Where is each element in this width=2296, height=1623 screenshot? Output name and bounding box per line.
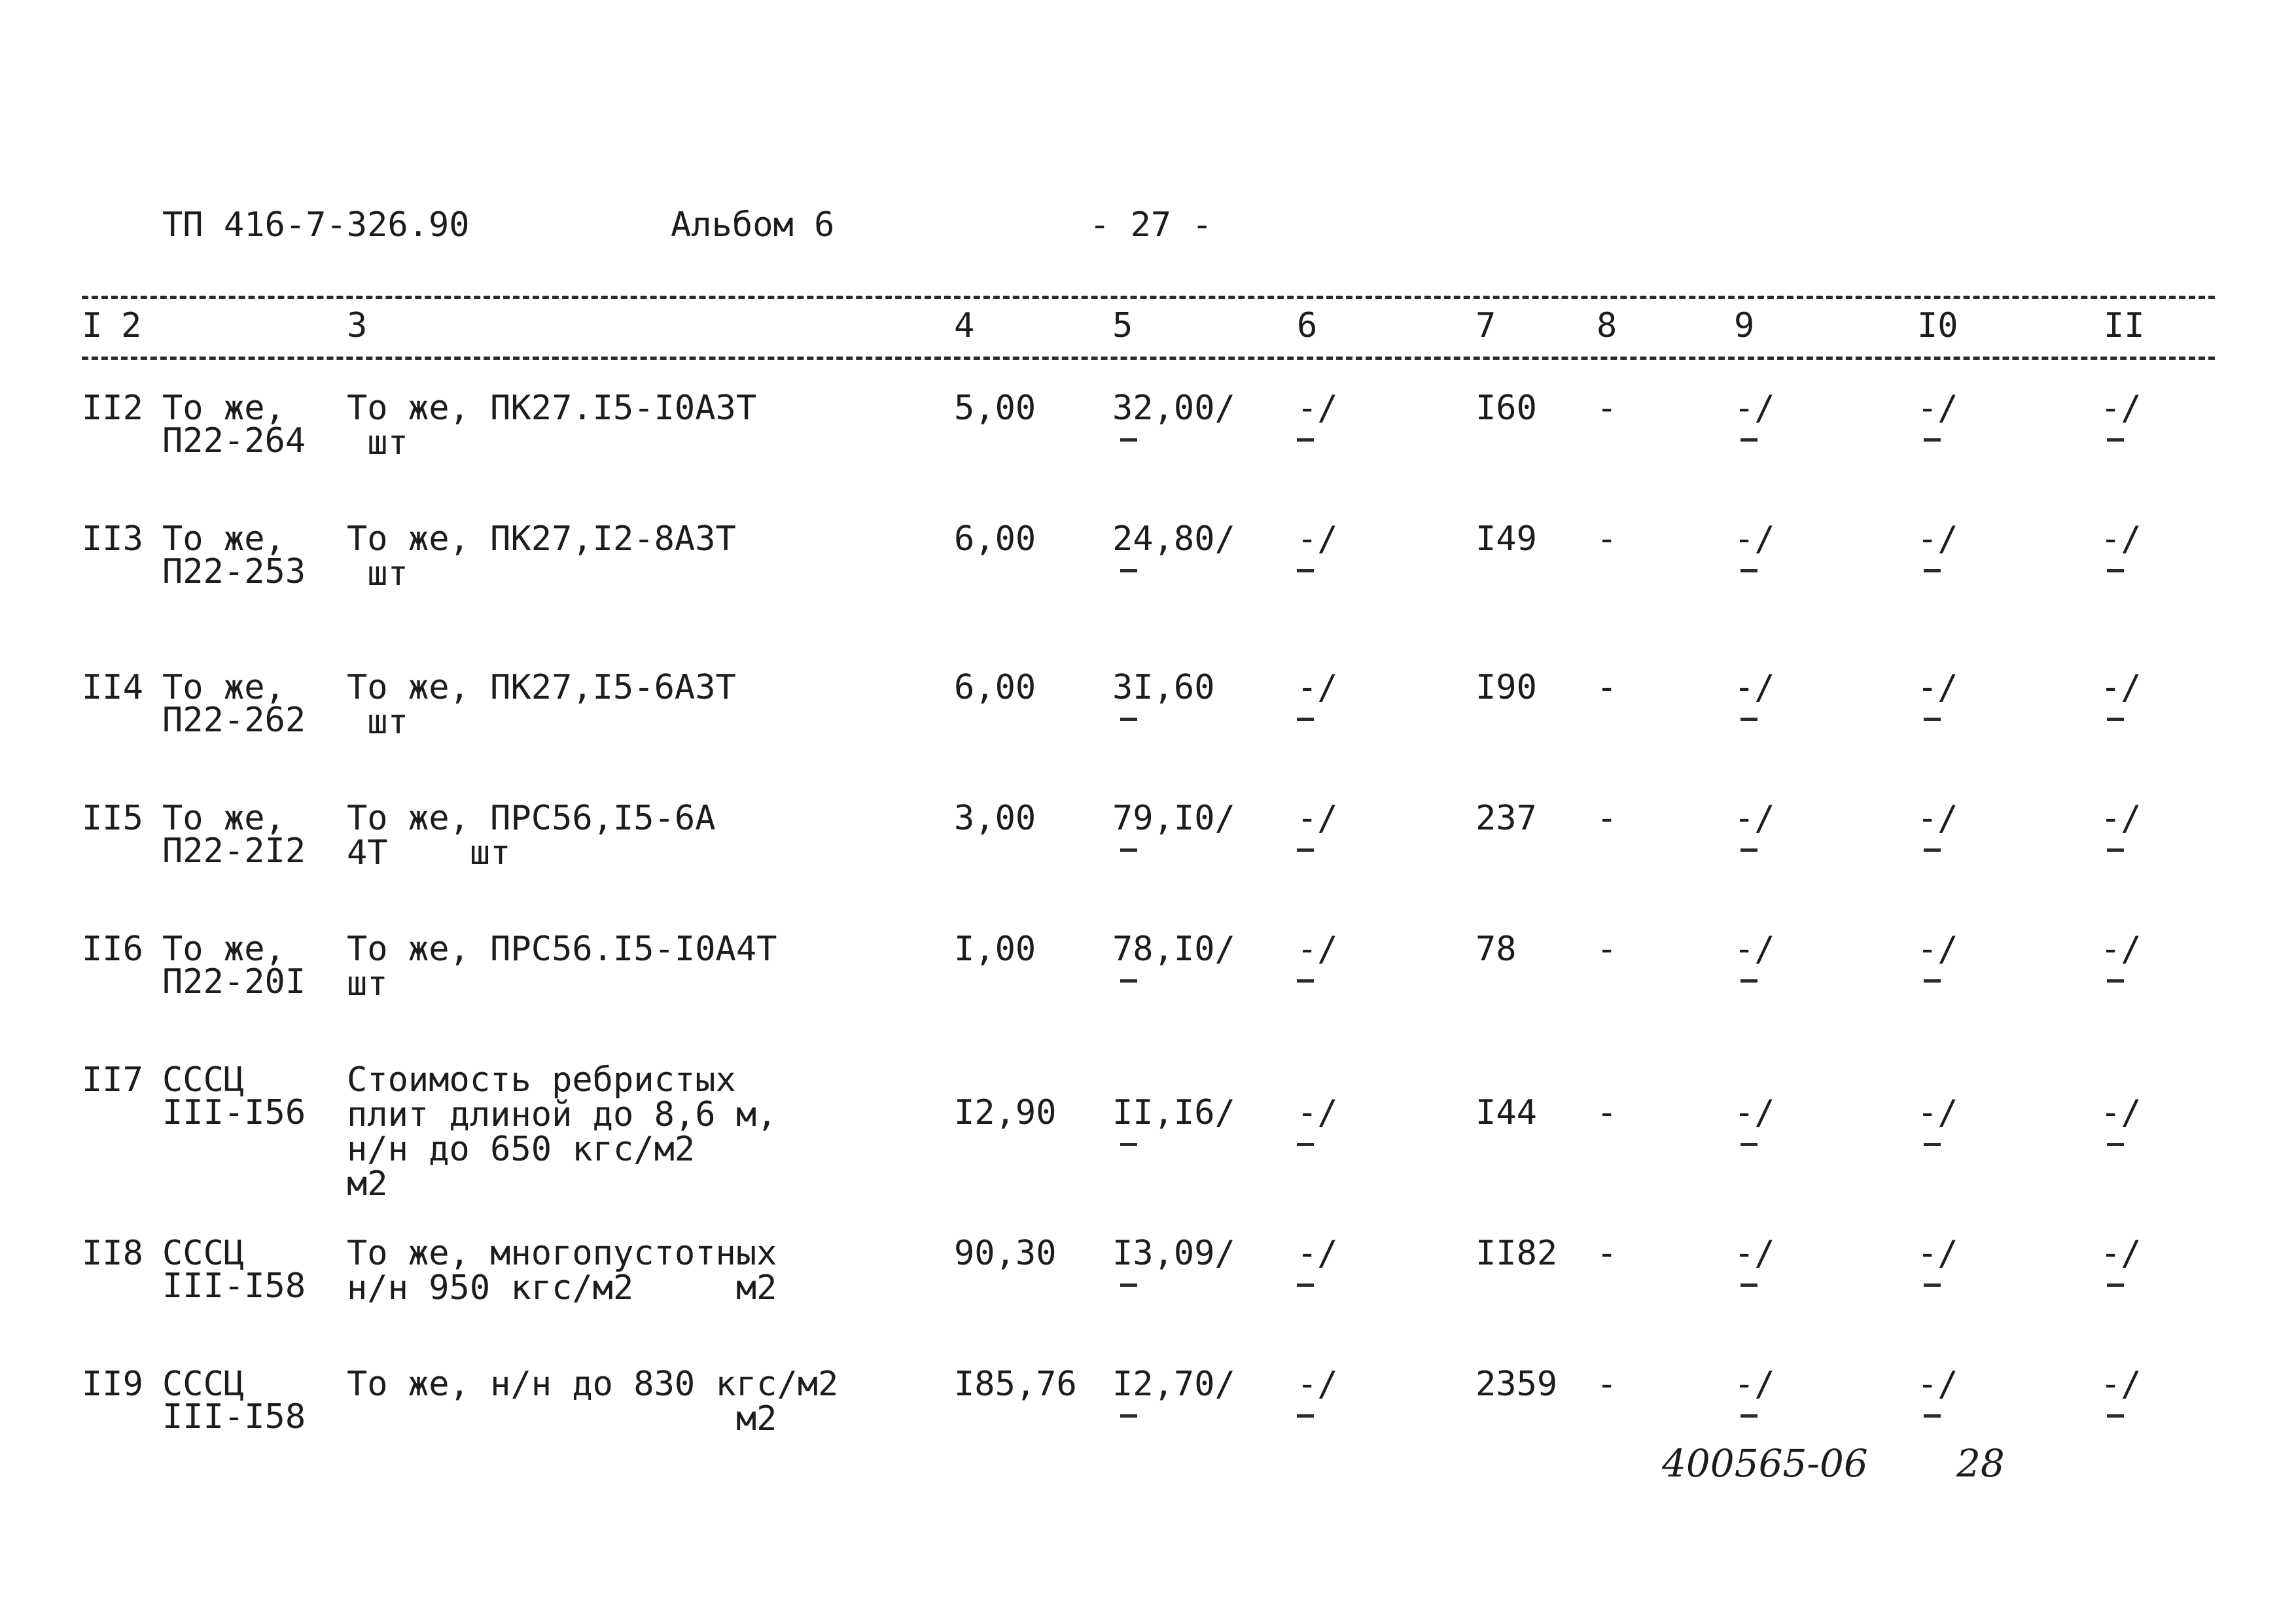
row-number: II9 [82,1365,143,1404]
empty-subvalue-dash [1120,569,1137,572]
row-number: II8 [82,1234,143,1273]
item-description: 4Т шт [347,833,511,873]
empty-subvalue-dash [1924,1414,1941,1418]
empty-subvalue-dash [1924,569,1941,572]
row-number: II7 [82,1060,143,1100]
reference-code: СССЦ [162,1234,245,1273]
empty-subvalue-dash [1297,1143,1314,1146]
column-header: 2 [121,306,142,345]
cell-value: -/ [1734,1365,1775,1404]
empty-subvalue-dash [2107,718,2124,721]
cell-value: - [1597,519,1617,559]
quantity-value: 5,00 [954,389,1036,428]
empty-subvalue-dash [1120,1143,1137,1146]
empty-subvalue-dash [1120,1414,1137,1418]
column-header: I [82,306,103,345]
cell-value: -/ [1917,519,1958,559]
cell-value: -/ [2100,799,2142,838]
empty-subvalue-dash [2107,569,2124,572]
reference-code: П22-262 [162,701,306,740]
empty-subvalue-dash [1297,718,1314,721]
empty-subvalue-dash [1120,718,1137,721]
table-top-rule [82,296,2215,299]
cell-value: -/ [1297,799,1338,838]
empty-subvalue-dash [1740,1283,1757,1287]
empty-subvalue-dash [1924,1283,1941,1287]
cell-value: -/ [1917,389,1958,428]
document-code: ТП 416-7-326.90 [162,205,470,245]
reference-code: III-I58 [162,1397,306,1437]
item-description: шт [347,554,408,593]
reference-code: То же, [162,799,285,838]
quantity-value: 90,30 [954,1234,1057,1273]
reference-code: То же, [162,389,285,428]
row-number: II6 [82,930,143,969]
cell-value: - [1597,799,1617,838]
cell-value: -/ [1734,930,1775,969]
item-description: н/н 950 кгс/м2 м2 [347,1268,777,1308]
cell-value: -/ [2100,930,2142,969]
row-number: II5 [82,799,143,838]
column-header: II [2104,306,2145,345]
empty-subvalue-dash [1297,438,1314,442]
cell-value: I60 [1475,389,1537,428]
cell-value: - [1597,930,1617,969]
empty-subvalue-dash [2107,1414,2124,1418]
cell-value: -/ [2100,519,2142,559]
cell-value: 2359 [1475,1365,1558,1404]
cell-value: -/ [2100,1234,2142,1273]
cell-value: -/ [1734,799,1775,838]
empty-subvalue-dash [1297,569,1314,572]
cell-value: -/ [2100,389,2142,428]
quantity-value: 3,00 [954,799,1036,838]
cell-value: II82 [1475,1234,1558,1273]
cell-value: - [1597,1365,1617,1404]
column-header: 5 [1112,306,1133,345]
cell-value: I90 [1475,668,1537,707]
empty-subvalue-dash [1297,1414,1314,1418]
cell-value: -/ [2100,668,2142,707]
cell-value: -/ [1917,1365,1958,1404]
item-description: То же, ПРС56.I5-I0А4Т [347,930,777,969]
cell-value: I49 [1475,519,1537,559]
unit-price-value: 3I,60 [1112,668,1215,707]
item-description: плит длиной до 8,6 м, [347,1095,777,1134]
empty-subvalue-dash [1924,718,1941,721]
empty-subvalue-dash [1740,1414,1757,1418]
reference-code: То же, [162,930,285,969]
cell-value: -/ [1734,668,1775,707]
reference-code: То же, [162,668,285,707]
reference-code: П22-264 [162,421,306,461]
empty-subvalue-dash [1297,1283,1314,1287]
item-description: Стоимость ребристых [347,1060,736,1100]
empty-subvalue-dash [1297,848,1314,852]
column-header: I0 [1917,306,1958,345]
quantity-value: I85,76 [954,1365,1077,1404]
cell-value: -/ [1734,1093,1775,1132]
item-description: То же, ПК27.I5-I0А3Т [347,389,757,428]
row-number: II3 [82,519,143,559]
cell-value: -/ [1917,1093,1958,1132]
empty-subvalue-dash [1120,438,1137,442]
reference-code: П22-253 [162,552,306,591]
column-header: 8 [1597,306,1617,345]
unit-price-value: 24,80/ [1112,519,1235,559]
row-number: II2 [82,389,143,428]
cell-value: - [1597,668,1617,707]
page-number: - 27 - [1089,205,1212,245]
item-description: шт [347,423,408,462]
empty-subvalue-dash [2107,979,2124,983]
empty-subvalue-dash [1924,438,1941,442]
unit-price-value: I2,70/ [1112,1365,1235,1404]
sheet-number: 28 [1956,1441,2005,1486]
unit-price-value: 32,00/ [1112,389,1235,428]
item-description: м2 [347,1164,388,1204]
item-description: То же, многопустотных [347,1234,777,1273]
cell-value: -/ [1917,799,1958,838]
item-description: шт [347,964,388,1003]
cell-value: -/ [1734,519,1775,559]
empty-subvalue-dash [1740,569,1757,572]
empty-subvalue-dash [1740,848,1757,852]
reference-code: III-I56 [162,1093,306,1132]
item-description: То же, ПРС56,I5-6А [347,799,716,838]
reference-code: П22-20I [162,962,306,1002]
empty-subvalue-dash [1297,979,1314,983]
table-header-rule [82,357,2215,360]
cell-value: -/ [1917,1234,1958,1273]
unit-price-value: 78,I0/ [1112,930,1235,969]
empty-subvalue-dash [1740,979,1757,983]
cell-value: -/ [1734,389,1775,428]
cell-value: 237 [1475,799,1537,838]
cell-value: -/ [2100,1093,2142,1132]
quantity-value: 6,00 [954,668,1036,707]
album-label: Альбом 6 [671,205,835,245]
cell-value: -/ [1297,1365,1338,1404]
cell-value: -/ [1297,519,1338,559]
cell-value: -/ [1297,668,1338,707]
cell-value: I44 [1475,1093,1537,1132]
item-description: То же, н/н до 830 кгс/м2 [347,1365,839,1404]
reference-code: III-I58 [162,1266,306,1306]
empty-subvalue-dash [2107,1143,2124,1146]
empty-subvalue-dash [1924,979,1941,983]
item-description: н/н до 650 кгс/м2 [347,1130,696,1169]
cell-value: -/ [1297,1234,1338,1273]
empty-subvalue-dash [1740,1143,1757,1146]
item-description: шт [347,703,408,742]
empty-subvalue-dash [1740,438,1757,442]
empty-subvalue-dash [1924,1143,1941,1146]
cell-value: - [1597,389,1617,428]
reference-code: СССЦ [162,1060,245,1100]
item-description: То же, ПК27,I5-6А3Т [347,668,736,707]
cell-value: - [1597,1093,1617,1132]
empty-subvalue-dash [2107,1283,2124,1287]
column-header: 4 [954,306,975,345]
column-header: 6 [1297,306,1318,345]
column-header: 7 [1475,306,1496,345]
empty-subvalue-dash [1924,848,1941,852]
cell-value: 78 [1475,930,1517,969]
cell-value: -/ [2100,1365,2142,1404]
item-description: м2 [347,1399,777,1439]
unit-price-value: 79,I0/ [1112,799,1235,838]
reference-code: П22-2I2 [162,831,306,871]
quantity-value: 6,00 [954,519,1036,559]
cell-value: -/ [1297,1093,1338,1132]
cell-value: -/ [1297,389,1338,428]
reference-code: То же, [162,519,285,559]
quantity-value: I,00 [954,930,1036,969]
empty-subvalue-dash [2107,438,2124,442]
cell-value: - [1597,1234,1617,1273]
cell-value: -/ [1917,930,1958,969]
reference-code: СССЦ [162,1365,245,1404]
empty-subvalue-dash [1740,718,1757,721]
empty-subvalue-dash [1120,979,1137,983]
cell-value: -/ [1734,1234,1775,1273]
item-description: То же, ПК27,I2-8А3Т [347,519,736,559]
archive-number: 400565-06 [1662,1441,1868,1486]
empty-subvalue-dash [2107,848,2124,852]
cell-value: -/ [1917,668,1958,707]
column-header: 9 [1734,306,1755,345]
row-number: II4 [82,668,143,707]
quantity-value: I2,90 [954,1093,1057,1132]
unit-price-value: I3,09/ [1112,1234,1235,1273]
unit-price-value: II,I6/ [1112,1093,1235,1132]
column-header: 3 [347,306,368,345]
empty-subvalue-dash [1120,1283,1137,1287]
cell-value: -/ [1297,930,1338,969]
empty-subvalue-dash [1120,848,1137,852]
